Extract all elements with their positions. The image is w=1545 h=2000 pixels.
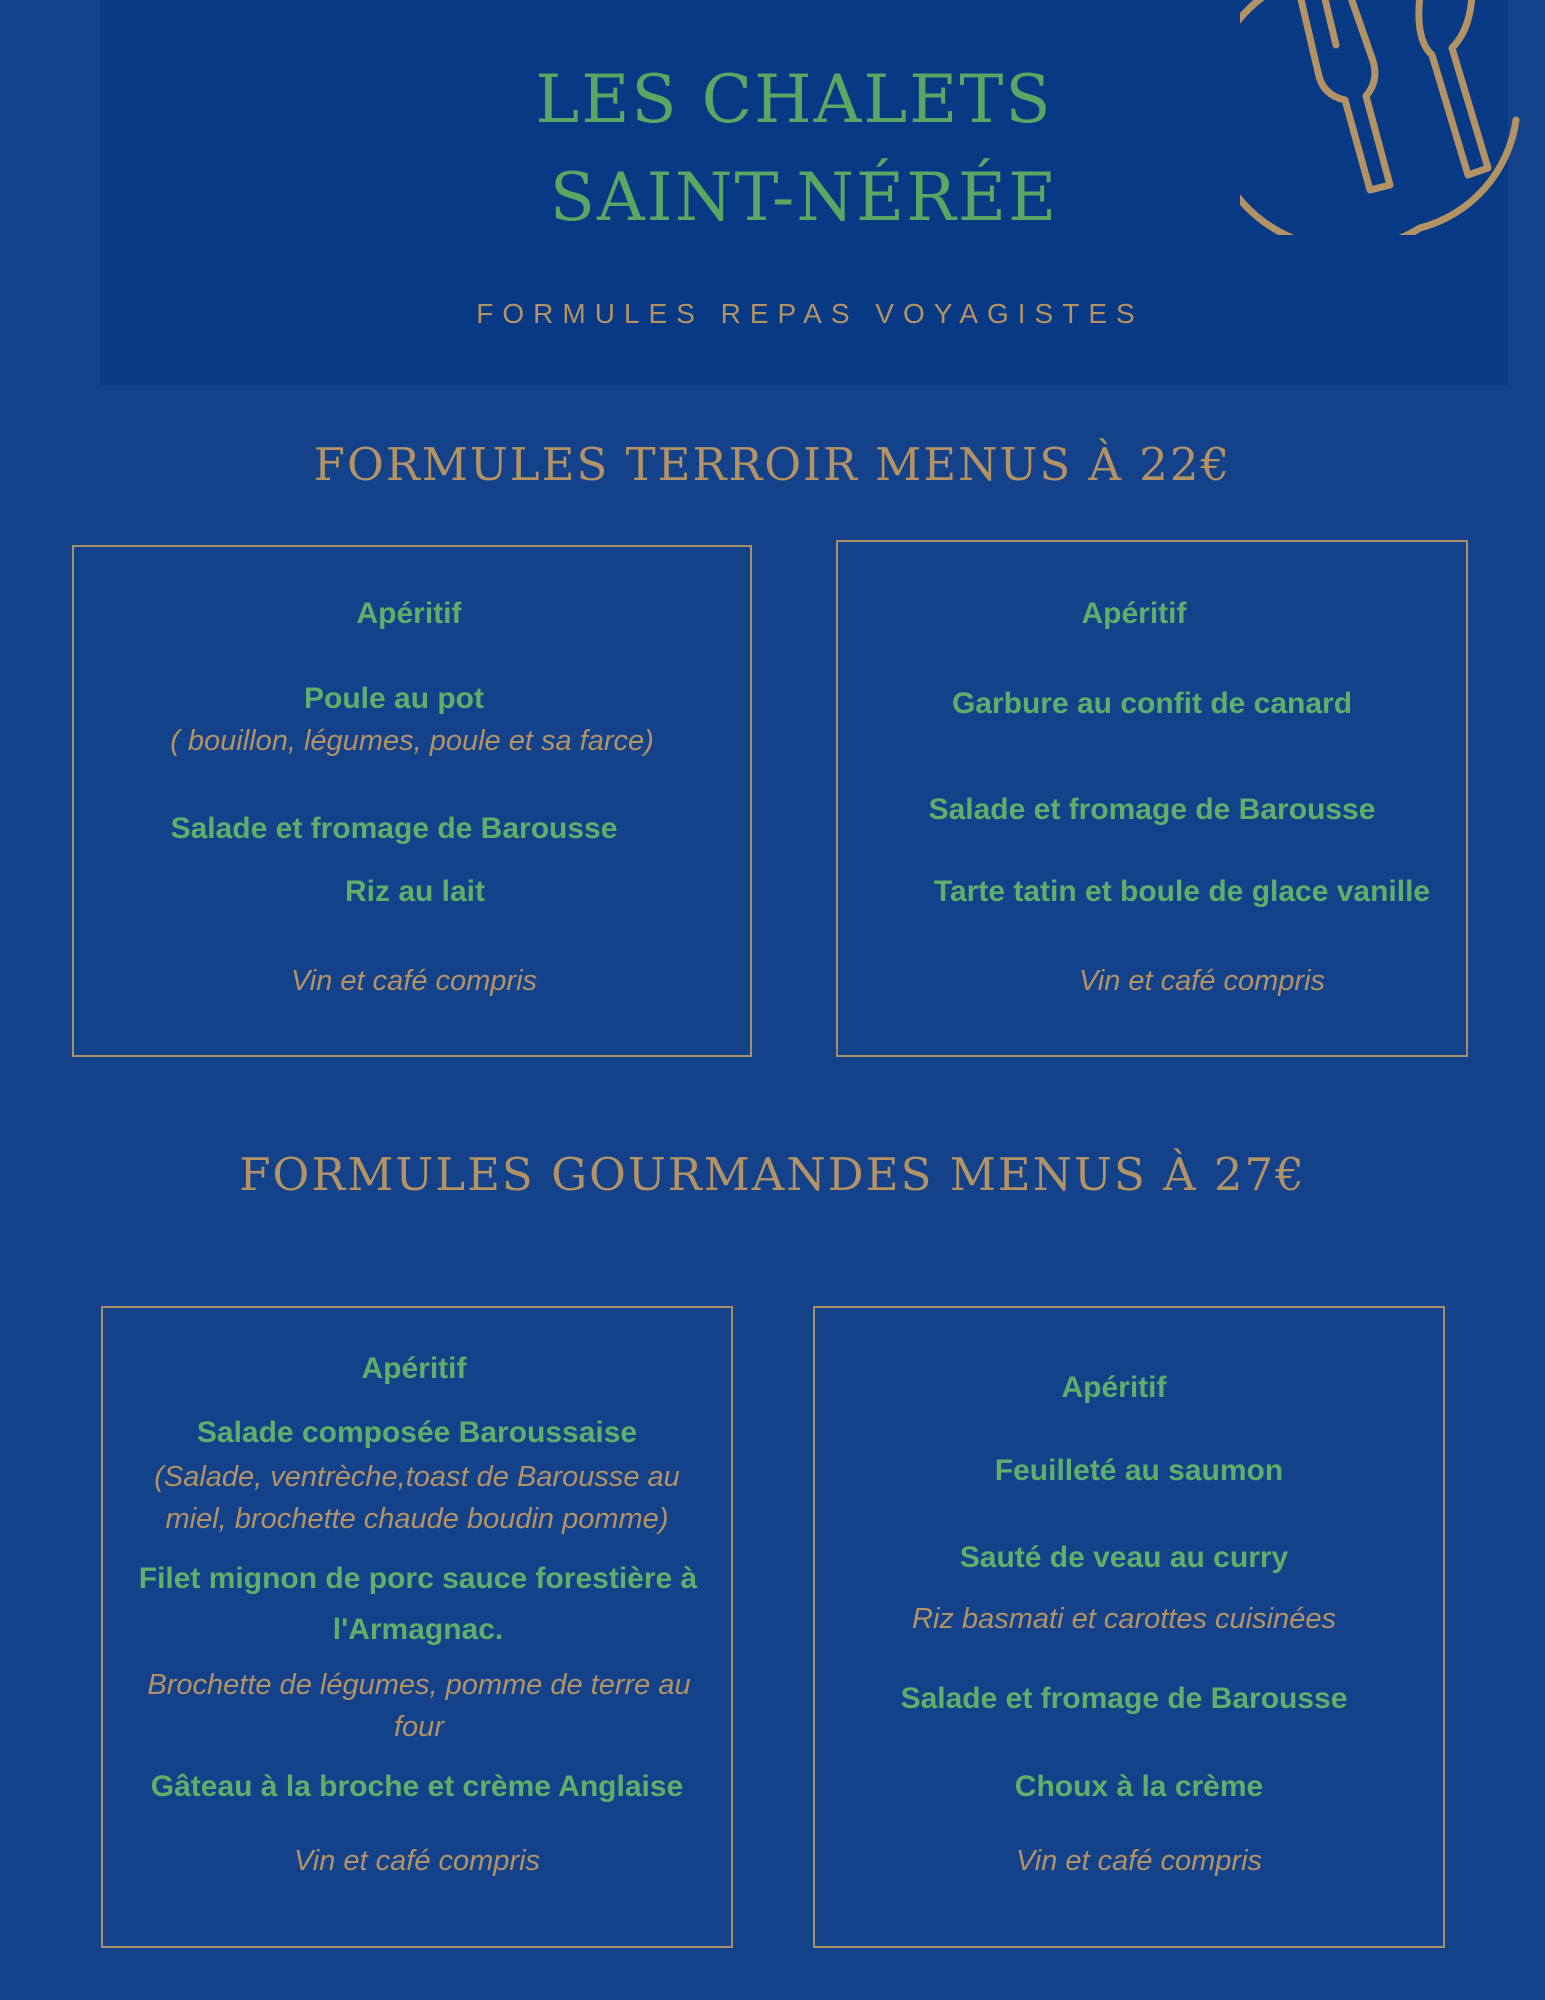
- menu-card-gourmande-1: [101, 1306, 733, 1948]
- restaurant-name-line2: SAINT-NÉRÉE: [549, 159, 1059, 236]
- menu-item-dessert: Choux à la crème: [1014, 1770, 1264, 1803]
- menu-item-aperitif: Apéritif: [361, 1352, 467, 1385]
- menu-item-main: Filet mignon de porc sauce forestière à l'Armagnac.: [138, 1562, 698, 1646]
- restaurant-name-line1: LES CHALETS: [535, 61, 1053, 138]
- menu-item-starter: Feuilleté au saumon: [994, 1454, 1284, 1487]
- menu-item-main-note: Brochette de légumes, pomme de terre au four: [147, 1669, 691, 1743]
- menu-item-dessert: Riz au lait: [344, 875, 486, 908]
- menu-item-main: Sauté de veau au curry: [959, 1541, 1289, 1574]
- menu-item-main-note: ( bouillon, légumes, poule et sa farce): [170, 725, 654, 757]
- menu-item-drinks: Vin et café compris: [290, 965, 538, 997]
- menu-card-gourmande-2: [813, 1306, 1445, 1948]
- section-title-gourmandes: FORMULES GOURMANDES MENUS À 27€: [239, 1148, 1306, 1201]
- page-subtitle: FORMULES REPAS VOYAGISTES: [476, 298, 1144, 329]
- menu-item-starter-note: (Salade, ventrèche,toast de Barousse au miel, brochette chaude boudin pomme): [154, 1461, 680, 1535]
- menu-item-drinks: Vin et café compris: [293, 1845, 541, 1877]
- menu-item-main: Poule au pot: [304, 682, 484, 715]
- menu-item-main-note: Riz basmati et carottes cuisinées: [912, 1603, 1336, 1635]
- section-title-terroir: FORMULES TERROIR MENUS À 22€: [313, 438, 1232, 491]
- menu-item-cheese: Salade et fromage de Barousse: [928, 793, 1376, 826]
- menu-item-drinks: Vin et café compris: [1078, 965, 1326, 997]
- menu-item-aperitif: Apéritif: [356, 597, 462, 630]
- menu-item-aperitif: Apéritif: [1081, 597, 1187, 630]
- menu-item-cheese: Salade et fromage de Barousse: [900, 1682, 1348, 1715]
- menu-item-aperitif: Apéritif: [1061, 1371, 1167, 1404]
- menu-card-terroir-1: [72, 545, 752, 1057]
- menu-item-dessert: Gâteau à la broche et crème Anglaise: [150, 1770, 684, 1803]
- menu-item-starter: Salade composée Baroussaise: [196, 1416, 638, 1449]
- menu-item-dessert: Tarte tatin et boule de glace vanille: [933, 875, 1431, 908]
- menu-item-cheese: Salade et fromage de Barousse: [170, 812, 618, 845]
- menu-item-main: Garbure au confit de canard: [951, 687, 1353, 720]
- fork-spoon-icon: [1240, 0, 1520, 235]
- menu-item-drinks: Vin et café compris: [1015, 1845, 1263, 1877]
- menu-card-terroir-2: [836, 540, 1468, 1057]
